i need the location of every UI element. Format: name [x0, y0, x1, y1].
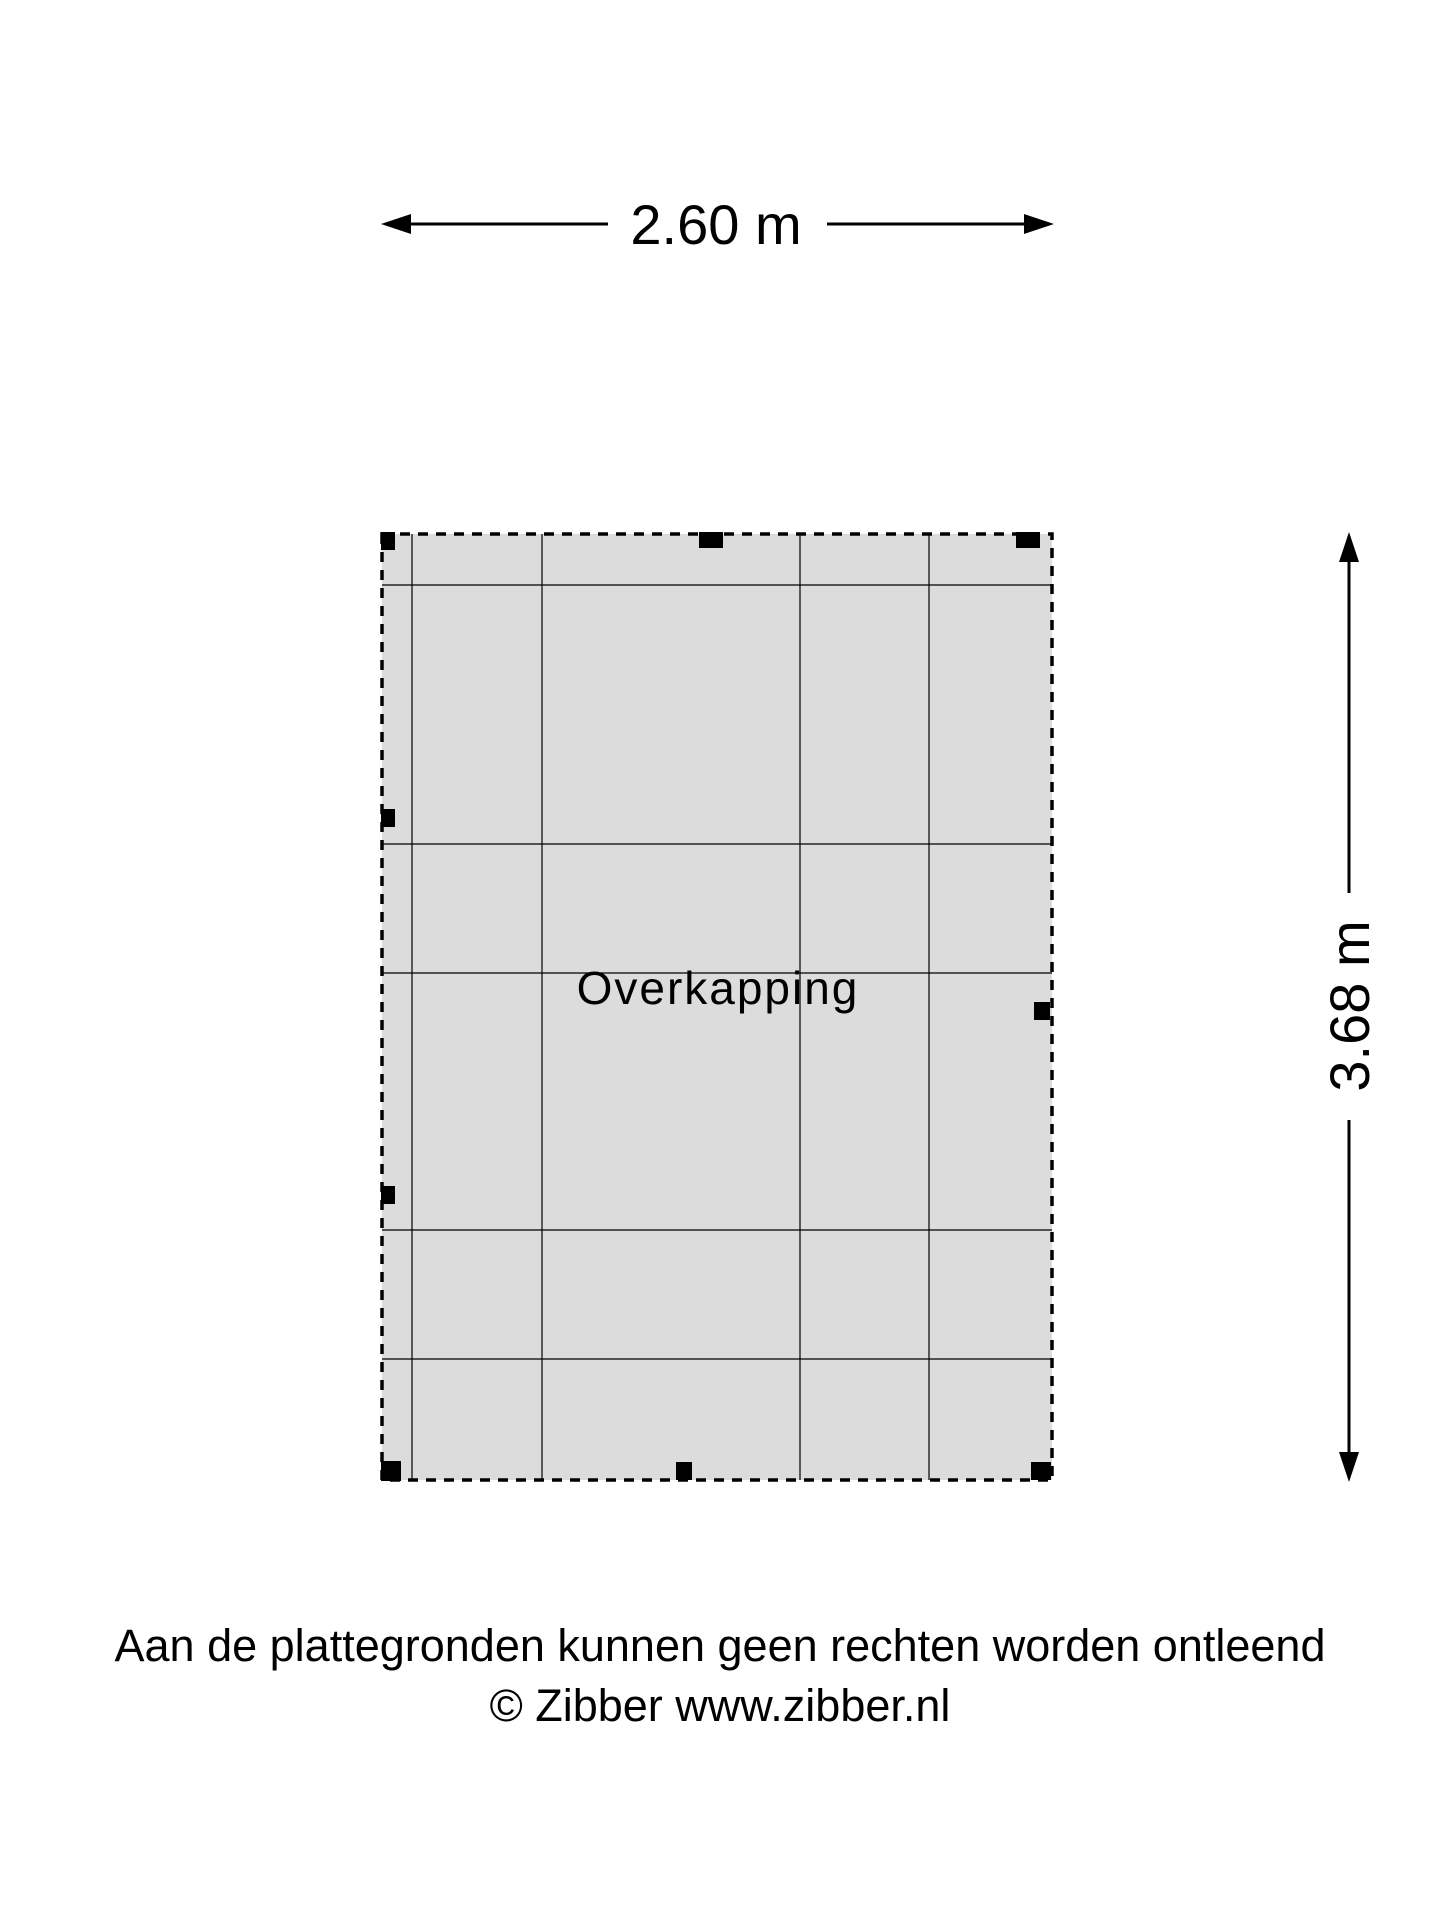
- disclaimer-text: Aan de plattegronden kunnen geen rechten worden ontleend: [114, 1620, 1326, 1671]
- post-top-middle: [699, 532, 723, 548]
- room-label: Overkapping: [576, 962, 860, 1014]
- arrow-right-icon: [1024, 214, 1054, 234]
- width-dimension: [381, 193, 1054, 256]
- arrow-down-icon: [1339, 1452, 1359, 1482]
- post-left-lower: [381, 1186, 395, 1204]
- post-bottom-left: [381, 1461, 401, 1481]
- post-left-upper: [381, 809, 395, 827]
- post-bottom-middle: [676, 1462, 692, 1480]
- room-overkapping: [381, 532, 1052, 1481]
- height-dimension: [1318, 532, 1381, 1482]
- width-label: 2.60 m: [630, 193, 802, 256]
- height-label: 3.68 m: [1318, 920, 1381, 1092]
- arrow-left-icon: [381, 214, 411, 234]
- copyright-text: © Zibber www.zibber.nl: [489, 1680, 951, 1731]
- post-right-middle: [1034, 1002, 1050, 1020]
- arrow-up-icon: [1339, 532, 1359, 562]
- post-bottom-right: [1031, 1462, 1051, 1480]
- post-top-right: [1016, 532, 1040, 548]
- post-top-left: [381, 532, 395, 550]
